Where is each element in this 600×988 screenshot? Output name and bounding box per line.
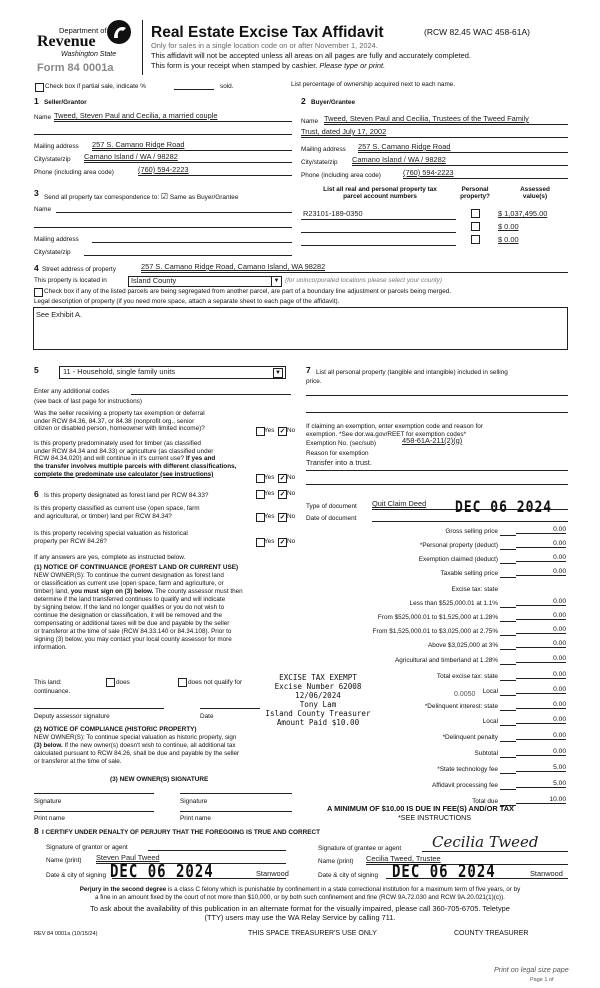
tax-row-label: Total due	[472, 798, 498, 805]
additional-codes-field[interactable]	[131, 394, 291, 395]
treasurer-stamp: EXCISE TAX EXEMPT Excise Number 62008 12/06/2024 Tony Lam Island County Treasurer Amount Paid $10.00	[265, 673, 371, 727]
section-6-number: 6	[34, 489, 39, 499]
tax-row-value[interactable]: 0.00	[516, 655, 566, 663]
correspondence-mail-label: Mailing address	[34, 236, 79, 243]
section-3-text: Send all property tax correspondence to: ☑ Same as Buyer/Grantee	[44, 192, 239, 201]
grantor-signature-label: Signature of grantor or agent	[46, 844, 128, 851]
county-located-label: This property is located in	[34, 277, 107, 284]
page-title: Real Estate Excise Tax Affidavit	[151, 24, 384, 41]
chevron-down-icon[interactable]: ▼	[273, 368, 283, 378]
owner-print-line-2[interactable]	[180, 811, 292, 812]
reason-line-2	[306, 484, 568, 485]
seller-city-label: City/state/zip	[34, 156, 71, 163]
tax-row-label: Agricultural and timberland at 1.28%	[394, 657, 498, 664]
grantee-signature: Cecilia Tweed	[432, 833, 539, 851]
tax-row-line	[500, 549, 516, 550]
codes-note: (see back of last page for instructions)	[34, 398, 142, 405]
buyer-phone-label: Phone (including area code)	[301, 172, 381, 179]
dept-line3: Washington State	[61, 51, 117, 58]
tax-row-value[interactable]: 0.00	[516, 554, 566, 562]
tax-row-label: Local	[482, 688, 498, 695]
tax-row-label: *State technology fee	[437, 766, 498, 773]
legal-description-value: See Exhibit A.	[36, 310, 83, 319]
rcw-reference: (RCW 82.45 WAC 458-61A)	[424, 27, 530, 37]
tax-row-label: From $525,000.01 to $1,525,000 at 1.28%	[377, 614, 498, 621]
timber-question: Is this property predominately used for timber (as classified under RCW 84.34 and 84.33) or agriculture (as classified under RCW 84.34.020) and will continue in it's current use? If yes and the transfer involves multiple parcels with different classifications, complete the predominate use calculator (see instructions)	[34, 440, 237, 478]
tax-row-value[interactable]: 0.00	[516, 686, 566, 694]
exemption-instructions: If claiming an exemption, enter exemption code and reason for exemption. *See dor.wa.gov/REET for exemption codes*	[306, 423, 483, 439]
tax-row-value[interactable]: 5.00	[516, 780, 566, 788]
if-yes-note: If any answers are yes, complete as instructed below.	[34, 554, 186, 561]
parcel-number-1[interactable]: R23101-189-0350	[303, 209, 363, 218]
tax-row-line	[500, 535, 516, 536]
historic-yes-label: Yes	[264, 538, 275, 545]
buyer-name-line	[324, 124, 568, 125]
tax-row-label: Less than $525,000.01 at 1.1%	[409, 600, 498, 607]
tax-row-line	[500, 773, 516, 774]
grantee-name-label: Name (print)	[318, 858, 354, 865]
forest-no-checkbox[interactable]: ✓	[279, 491, 286, 498]
tax-row-value[interactable]: 10.00	[516, 796, 566, 804]
current-use-no-checkbox[interactable]: ✓	[279, 514, 286, 521]
partial-sale-checkbox[interactable]	[35, 83, 44, 92]
owner-signature-label-2: Signature	[180, 798, 208, 805]
tax-row-line	[500, 789, 516, 790]
partial-sold-label: sold.	[220, 83, 234, 90]
grantee-date-stamp: DEC 06 2024	[392, 862, 496, 882]
same-as-buyer-checkbox[interactable]: ☑	[160, 192, 169, 201]
tax-row-value[interactable]: 0.00	[516, 540, 566, 548]
document-date-line	[372, 521, 568, 522]
forest-no-label: No	[287, 490, 296, 497]
document-type-field[interactable]: Quit Claim Deed	[372, 499, 427, 508]
parcel-line-2[interactable]	[301, 232, 456, 233]
tax-row-line	[500, 680, 516, 681]
section-7-number: 7	[306, 365, 311, 375]
seller-phone-label: Phone (including area code)	[34, 169, 114, 176]
historic-no-checkbox[interactable]: ✓	[279, 539, 286, 546]
timber-no-checkbox[interactable]: ✓	[279, 475, 286, 482]
document-date-stamp: DEC 06 2024	[455, 498, 553, 517]
buyer-mail-field[interactable]: 257 S. Camano Ridge Road	[358, 142, 451, 151]
notice-compliance-title: (2) NOTICE OF COMPLIANCE (HISTORIC PROPERTY)	[34, 726, 197, 733]
notice-continuance-title: (1) NOTICE OF CONTINUANCE (FOREST LAND OR CURRENT USE)	[34, 564, 239, 571]
grantee-signature-label: Signature of grantee or agent	[318, 845, 402, 852]
section-1-number: 1	[34, 96, 39, 106]
tax-row-line	[500, 664, 516, 665]
correspondence-city-line[interactable]	[84, 255, 292, 256]
timber-no-label: No	[287, 474, 296, 481]
land-does-not-checkbox[interactable]	[178, 678, 187, 687]
street-address-label: Street address of property	[42, 266, 116, 273]
county-select[interactable]	[128, 276, 282, 287]
tax-row-label: Taxable selling price	[440, 570, 498, 577]
form-number: Form 84 0001a	[37, 62, 114, 74]
local-rate: 0.0050	[454, 691, 476, 698]
county-treasurer-label: COUNTY TREASURER	[454, 930, 529, 937]
timber-yes-label: Yes	[264, 474, 275, 481]
tax-row-label: Total excise tax: state	[436, 673, 498, 680]
historic-no-label: No	[287, 538, 296, 545]
document-date-label: Date of document	[306, 515, 357, 522]
tax-row-value[interactable]: 0.00	[516, 701, 566, 709]
deputy-signature-label: Deputy assessor signature	[34, 713, 110, 720]
revenue-logo-icon	[106, 19, 132, 45]
grantor-signature-line[interactable]	[148, 850, 286, 851]
tax-row-line	[500, 710, 516, 711]
grantor-name-label: Name (print)	[46, 857, 82, 864]
tax-row-line	[500, 577, 516, 578]
tax-row-line	[500, 725, 516, 726]
tax-row-label: Subtotal	[474, 750, 498, 757]
land-does-checkbox[interactable]	[106, 678, 115, 687]
buyer-mail-line	[358, 152, 568, 153]
tax-row-value[interactable]: 0.00	[516, 598, 566, 606]
tax-row-line	[500, 649, 516, 650]
seller-mail-field[interactable]: 257 S. Camano Ridge Road	[92, 140, 185, 149]
section-2-title: Buyer/Grantee	[311, 99, 356, 106]
county-select-value: Island County	[131, 276, 177, 285]
tax-row-label: Above $3,025,000 at 3%	[428, 642, 498, 649]
page-number: Page 1 of	[530, 977, 554, 983]
tax-row-label: Excise tax: state	[451, 586, 498, 593]
revision-label: REV 84 0001a (10/15/24)	[34, 931, 98, 937]
seller-name-line	[54, 121, 292, 122]
buyer-city-line	[352, 165, 568, 166]
historic-question: Is this property receiving special valuation as historical property per RCW 84.26?	[34, 530, 188, 545]
minimum-due-notice: A MINIMUM OF $10.00 IS DUE IN FEE(S) AND/OR TAX	[327, 804, 514, 813]
grantor-date-line	[112, 878, 286, 879]
tax-row-label: *Delinquent penalty	[442, 734, 498, 741]
exemption-question: Was the seller receiving a property tax exemption or deferral under RCW 84.36, 84.37, or 84.38 (nonprofit org., senior citizen or disabled person, homeowner with limited income)?	[34, 410, 205, 433]
exemption-number-field[interactable]: 458-61A-211(2)(g)	[402, 436, 463, 445]
treasurer-use-label: THIS SPACE TREASURER'S USE ONLY	[248, 930, 377, 937]
tax-row-line	[500, 635, 516, 636]
correspondence-name-line[interactable]	[56, 212, 292, 213]
tax-row-line	[500, 695, 516, 696]
personal-property-line-2[interactable]	[306, 412, 568, 413]
tax-row-value[interactable]: 0.00	[516, 640, 566, 648]
section-1-title: Seller/Grantor	[44, 99, 87, 106]
legal-description-field[interactable]	[33, 307, 568, 350]
land-does-label: does	[116, 679, 130, 686]
dept-line2: Revenue	[37, 33, 96, 50]
seller-name-line2	[34, 134, 292, 135]
personal-property-checkbox-3[interactable]	[471, 235, 480, 244]
header-sub3: This form is your receipt when stamped by cashier. Please type or print.	[151, 61, 386, 70]
grantor-name-field[interactable]: Steven Paul Tweed	[96, 853, 160, 862]
partial-pct-field[interactable]	[174, 89, 214, 90]
reason-line	[306, 470, 568, 471]
chevron-down-icon[interactable]: ▼	[271, 277, 281, 286]
tax-row-line	[500, 757, 516, 758]
exemption-yes-label: Yes	[264, 427, 275, 434]
buyer-city-label: City/state/zip	[301, 159, 338, 166]
current-use-no-label: No	[287, 513, 296, 520]
this-land-label: This land:	[34, 679, 62, 686]
notice-continuance-text: NEW OWNER(S): To continue the current designation as forest land or classification as current use (open space, farm and agriculture, or timber) land, you must sign on (3) below. The county assessor must then determine if the land transferred continues to qualify and will indicate by signing below. If the land no longer qualifies or you do not wish to continue the designation or classification, it will be removed and the compensating or additional taxes will be due and payable by the seller or transferor at the time of sale (RCW 84.33.140 or 84.34.108). Prior to signing (3) below, you may contact your local county assessor for more information.	[34, 572, 243, 652]
grantee-date-label: Date & city of signing	[318, 872, 379, 879]
buyer-mail-label: Mailing address	[301, 146, 346, 153]
street-address-line	[141, 272, 568, 273]
assessed-value-2[interactable]: $ 0.00	[498, 222, 519, 231]
tax-row-line	[500, 621, 516, 622]
tax-row-label: Gross selling price	[445, 528, 498, 535]
land-use-select[interactable]	[59, 366, 286, 379]
tax-row-value[interactable]: 0.00	[516, 568, 566, 576]
tax-row-label: Exemption claimed (deduct)	[418, 556, 498, 563]
parcels-header-2: Personal property?	[460, 186, 490, 201]
grantor-date-stamp: DEC 06 2024	[110, 862, 214, 882]
owner-signature-label-1: Signature	[34, 798, 62, 805]
owner-print-line-1[interactable]	[34, 811, 154, 812]
print-legal-note: Print on legal size pape	[494, 965, 569, 974]
notice-compliance-text: NEW OWNER(S): To continue special valuation as historic property, sign (3) below. If the new owner(s) doesn't wish to continue, all additional tax calculated pursuant to RCW 84.26, shall be due and payable by the seller or transferor at the time of sale.	[34, 734, 240, 766]
tax-row-label: *Delinquent interest: state	[424, 703, 498, 710]
seller-city-field[interactable]: Camano Island / WA / 98282	[84, 152, 178, 161]
owner-print-label-2: Print name	[180, 815, 211, 822]
seller-mail-line	[92, 150, 292, 151]
deputy-date-line[interactable]	[200, 708, 260, 709]
deputy-date-label: Date	[200, 713, 214, 720]
seller-mail-label: Mailing address	[34, 143, 79, 150]
tax-row-line	[500, 607, 516, 608]
new-owner-signature-title: (3) NEW OWNER(S) SIGNATURE	[110, 776, 209, 783]
section-3-number: 3	[34, 188, 39, 198]
section-4-number: 4	[34, 263, 39, 273]
header-divider	[142, 20, 143, 75]
forest-yes-label: Yes	[264, 490, 275, 497]
perjury-notice: Perjury in the second degree is a class C felony which is punishable by confinement in a state correctional institution for a maximum term of five years, or by a fine in an amount fixed by the court of not more than $10,000, or by both such confinement and fine (RCW 9A.72.030 and RCW 9A.20.021(1)(c)).	[79, 886, 521, 901]
seller-phone-line	[138, 175, 292, 176]
section-8-number: 8	[34, 826, 39, 836]
grantor-date-label: Date & city of signing	[46, 872, 107, 879]
grantee-name-field[interactable]: Cecilia Tweed, Trustee	[366, 854, 441, 863]
correspondence-name-label: Name	[34, 206, 52, 213]
seller-phone-field[interactable]: (760) 594-2223	[138, 165, 189, 174]
tax-row-line	[500, 741, 516, 742]
tax-row-value[interactable]: 0.00	[516, 526, 566, 534]
correspondence-city-label: City/state/zip	[34, 249, 71, 256]
correspondence-name-line2[interactable]	[34, 227, 292, 228]
parcel-line-3[interactable]	[301, 245, 456, 246]
section-2-number: 2	[301, 96, 306, 106]
exemption-no-label: No	[287, 427, 296, 434]
buyer-phone-line	[403, 178, 568, 179]
see-instructions: *SEE INSTRUCTIONS	[398, 813, 472, 822]
tax-row-value[interactable]: 0.00	[516, 671, 566, 679]
owner-signature-line-2[interactable]	[180, 793, 292, 794]
tax-row-label: Local	[482, 718, 498, 725]
continuance-label: continuance.	[34, 688, 71, 695]
forest-question: Is this property designated as forest land per RCW 84.33?	[44, 492, 209, 499]
document-type-label: Type of document	[306, 503, 357, 510]
reason-field[interactable]: Transfer into a trust.	[306, 458, 372, 467]
exemption-no-checkbox[interactable]: ✓	[279, 428, 286, 435]
land-does-not-label: does not qualify for	[188, 679, 242, 686]
buyer-name-line2	[301, 137, 568, 138]
personal-property-checkbox-2[interactable]	[471, 222, 480, 231]
partial-sale-label: Check box if partial sale, indicate %	[45, 83, 146, 90]
assessed-value-1[interactable]: $ 1,037,495.00	[498, 209, 548, 218]
buyer-name-label: Name	[301, 118, 319, 125]
seller-name-label: Name	[34, 114, 52, 121]
certify-statement: I CERTIFY UNDER PENALTY OF PERJURY THAT THE FOREGOING IS TRUE AND CORRECT	[42, 829, 321, 836]
buyer-phone-field[interactable]: (760) 594-2223	[403, 168, 454, 177]
tax-row-value[interactable]: 0.00	[516, 716, 566, 724]
deputy-signature-line[interactable]	[34, 708, 164, 709]
tax-row-label: *Personal property (deduct)	[419, 542, 498, 549]
tax-row-value[interactable]: 0.00	[516, 748, 566, 756]
correspondence-mail-line[interactable]	[92, 242, 292, 243]
tax-row-value[interactable]: 0.00	[516, 612, 566, 620]
parcels-header-1: List all real and personal property tax parcel account numbers	[323, 186, 437, 201]
tax-row-value[interactable]: 5.00	[516, 764, 566, 772]
personal-property-checkbox-1[interactable]	[471, 209, 480, 218]
tax-row-value[interactable]: 0.00	[516, 626, 566, 634]
assessed-value-3[interactable]: $ 0.00	[498, 235, 519, 244]
land-use-value: 11 - Household, single family units	[63, 367, 176, 376]
grantee-signature-line[interactable]	[422, 851, 568, 852]
buyer-city-field[interactable]: Camano Island / WA / 98282	[352, 155, 446, 164]
tax-row-value[interactable]: 0.00	[516, 732, 566, 740]
tax-row-label: From $1,525,000.01 to $3,025,000 at 2.75%	[372, 628, 498, 635]
personal-property-line-1[interactable]	[306, 395, 568, 396]
tax-row-line	[500, 563, 516, 564]
current-use-yes-label: Yes	[264, 513, 275, 520]
seller-name-field[interactable]: Tweed, Steven Paul and Cecilia, a married couple	[54, 111, 218, 120]
reason-label: Reason for exemption	[306, 450, 369, 457]
additional-codes-label: Enter any additional codes	[34, 388, 110, 395]
section-7-text: List all personal property (tangible and intangible) included in selling price.	[306, 369, 508, 386]
grantee-city-field[interactable]: Stanwood	[530, 869, 563, 878]
alternate-format-notice: To ask about the availability of this publication in an alternate format for the visually impaired, please call 360-705-6705. Teletype (TTY) users may use the WA Relay Service by calling 711.	[90, 904, 510, 922]
current-use-question: Is this property classified as current use (open space, farm and agricultural, or timber) land per RCW 84.34?	[34, 505, 200, 520]
exemption-number-label: Exemption No. (sec/sub)	[306, 440, 376, 447]
dept-line1: Department of	[59, 26, 107, 35]
parcels-header-3: Assessed value(s)	[520, 186, 550, 201]
street-address-field[interactable]: 257 S. Camano Ridge Road, Camano Island, WA 98282	[141, 262, 326, 271]
buyer-name-field[interactable]: Tweed, Steven Paul and Cecilia, Trustees of the Tweed Family	[324, 114, 529, 123]
buyer-name-field2[interactable]: Trust, dated July 17, 2002	[301, 127, 387, 136]
seller-city-line	[84, 162, 292, 163]
ownership-note: List percentage of ownership acquired next to each name.	[291, 81, 456, 88]
legal-description-label: Legal description of property (if you need more space, attach a separate sheet to each page of the affidavit).	[34, 298, 340, 305]
header-sub1: Only for sales in a single location code on or after November 1, 2024.	[151, 41, 378, 50]
header-sub2: This affidavit will not be accepted unless all areas on all pages are fully and accurately completed.	[151, 51, 471, 60]
segregated-checkbox[interactable]	[34, 288, 43, 297]
county-note: (for unincorporated locations please select your county)	[285, 277, 443, 284]
grantor-city-field[interactable]: Stanwood	[256, 869, 289, 878]
grantee-date-line	[386, 878, 568, 879]
segregated-label: Check box if any of the listed parcels are being segregated from another parcel, are part of a boundary line adjustment or parcels being merged.	[44, 288, 452, 295]
parcel-line-1	[301, 219, 456, 220]
tax-row-label: Affidavit processing fee	[432, 782, 498, 789]
section-5-number: 5	[34, 365, 39, 375]
owner-signature-line-1[interactable]	[34, 793, 154, 794]
owner-print-label-1: Print name	[34, 815, 65, 822]
